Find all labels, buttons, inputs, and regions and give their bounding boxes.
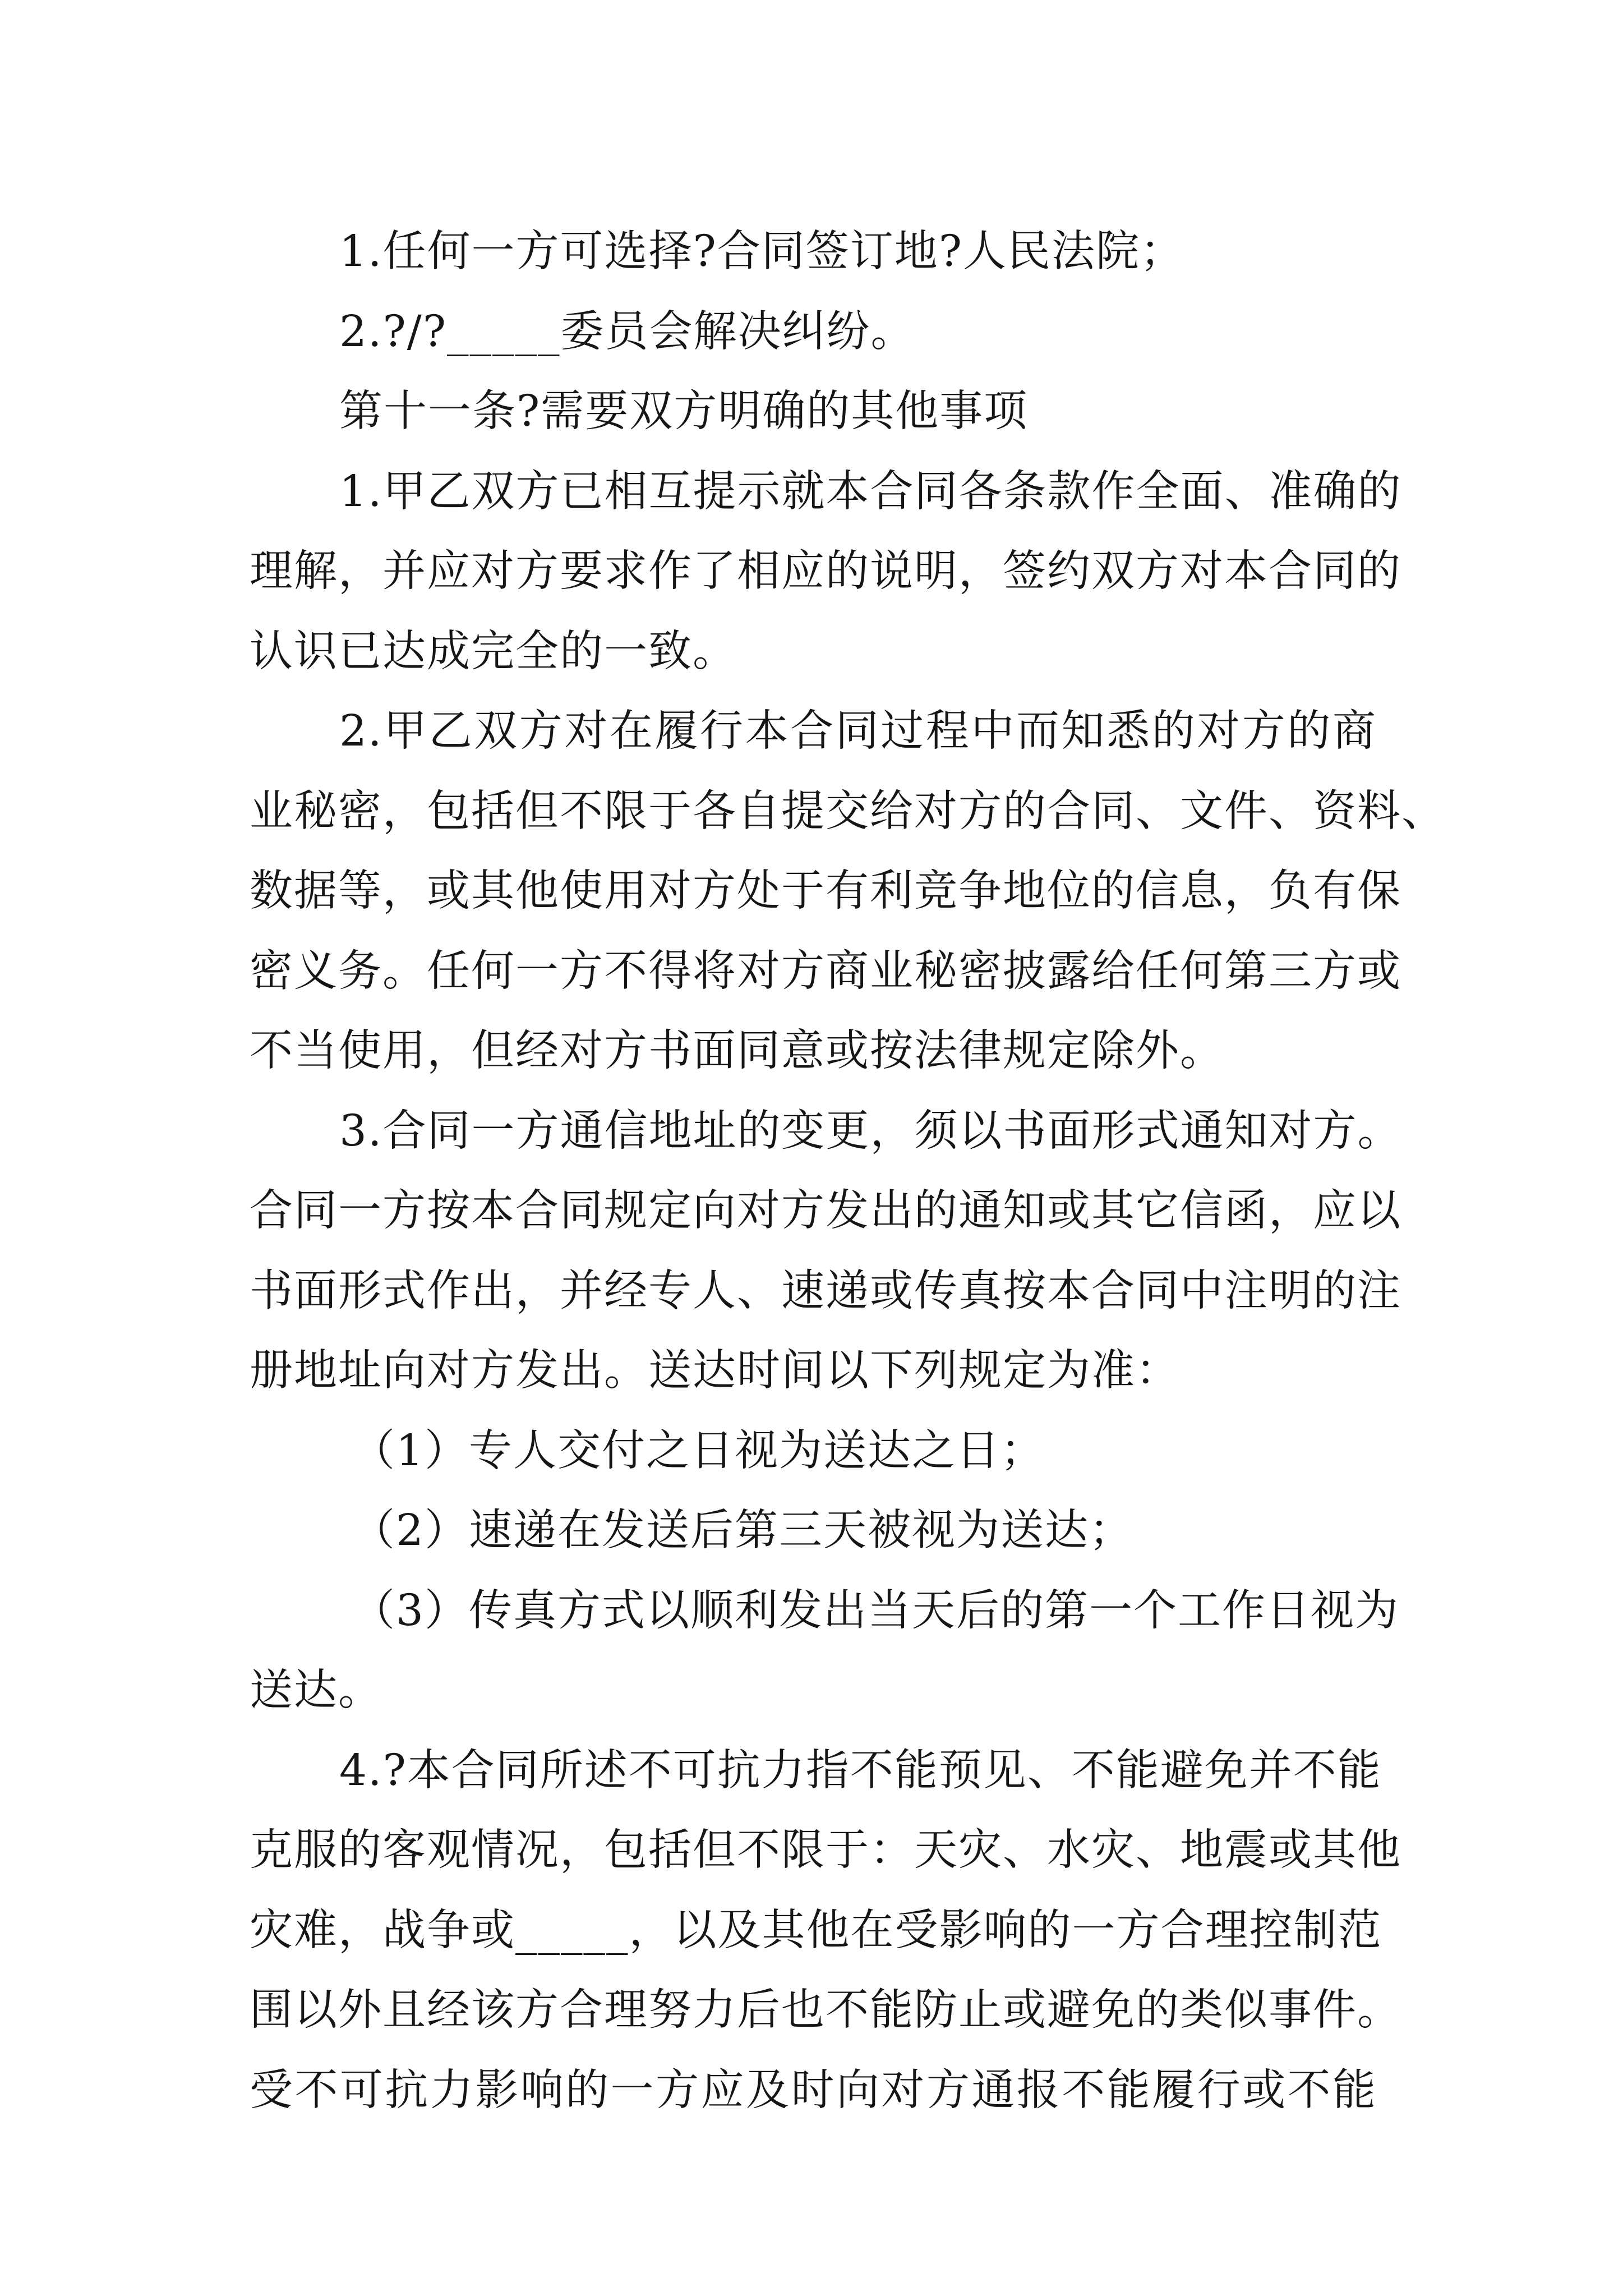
text-line: 册地址向对方发出。送达时间以下列规定为准： bbox=[250, 1346, 1180, 1396]
text-line: 合同一方按本合同规定向对方发出的通知或其它信函，应以 bbox=[250, 1186, 1401, 1236]
text-line: 灾难，战争或_____，以及其他在受影响的一方合理控制范 bbox=[250, 1905, 1382, 1955]
text-line: 1.任何一方可选择?合同签订地?人民法院； bbox=[339, 227, 1185, 277]
text-line: 3.合同一方通信地址的变更，须以书面形式通知对方。 bbox=[339, 1106, 1402, 1156]
list-item: （3）传真方式以顺利发出当天后的第一个工作日视为 bbox=[352, 1585, 1399, 1636]
text-line: 受不可抗力影响的一方应及时向对方通报不能履行或不能 bbox=[250, 2065, 1377, 2115]
text-line: 克服的客观情况，包括但不限于：天灾、水灾、地震或其他 bbox=[250, 1825, 1401, 1875]
list-item: （2）速递在发送后第三天被视为送达； bbox=[352, 1506, 1133, 1556]
text-line: 1.甲乙双方已相互提示就本合同各条款作全面、准确的 bbox=[339, 466, 1402, 517]
text-line: 4.?本合同所述不可抗力指不能预见、不能避免并不能 bbox=[339, 1745, 1382, 1796]
text-line: 认识已达成完全的一致。 bbox=[250, 626, 737, 677]
text-line: 送达。 bbox=[250, 1665, 382, 1715]
text-line: 2.?/?_____委员会解决纠纷。 bbox=[339, 306, 915, 357]
text-line: 2.甲乙双方对在履行本合同过程中而知悉的对方的商 bbox=[339, 706, 1377, 756]
list-item: （1）专人交付之日视为送达之日； bbox=[352, 1425, 1045, 1476]
document-body bbox=[250, 212, 1446, 2131]
text-line: 数据等，或其他使用对方处于有利竞争地位的信息，负有保 bbox=[250, 866, 1401, 916]
text-line: 围以外且经该方合理努力后也不能防止或避免的类似事件。 bbox=[250, 1985, 1401, 2035]
text-line: 不当使用，但经对方书面同意或按法律规定除外。 bbox=[250, 1026, 1224, 1076]
text-line: 理解，并应对方要求作了相应的说明，签约双方对本合同的 bbox=[250, 546, 1401, 596]
text-line: 书面形式作出，并经专人、速递或传真按本合同中注明的注 bbox=[250, 1266, 1401, 1316]
text-line: 业秘密，包括但不限于各自提交给对方的合同、文件、资料、 bbox=[250, 786, 1446, 836]
section-heading: 第十一条?需要双方明确的其他事项 bbox=[339, 386, 1029, 436]
text-line: 密义务。任何一方不得将对方商业秘密披露给任何第三方或 bbox=[250, 946, 1401, 996]
